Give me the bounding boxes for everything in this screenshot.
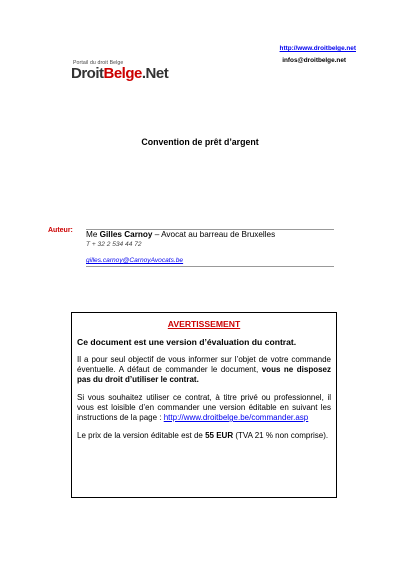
logo-part-net: .Net bbox=[141, 65, 169, 82]
author-block bbox=[86, 229, 275, 267]
warning-lead: Ce document est une version d’évaluation du contrat. bbox=[77, 337, 297, 347]
warning-paragraph-2: Si vous souhaitez utiliser ce contrat, à titre privé ou professionnel, il vous est loisible d’en commander une version éditable en suivant les instructions de la page : http://www.droitbelge.be/commander.asp bbox=[77, 393, 331, 422]
logo-part-belge: Belge bbox=[103, 65, 142, 82]
website-link[interactable]: http://www.droitbelge.net bbox=[279, 45, 356, 52]
warning-title: AVERTISSEMENT bbox=[167, 319, 241, 329]
warning-paragraph-1: Il a pour seul objectif de vous informer sur l’objet de votre commande éventuelle. A défaut de commander le document, vous ne disposez pas du droit d’utiliser le contrat. bbox=[77, 355, 332, 384]
logo-subtitle: Portail du droit Belge bbox=[73, 60, 124, 66]
contact-email: infos@droitbelge.net bbox=[282, 57, 346, 64]
author-bottom-divider bbox=[86, 266, 334, 267]
author-name: Gilles Carnoy bbox=[99, 230, 153, 239]
logo-part-droit: Droit bbox=[71, 65, 104, 82]
author-label: Auteur: bbox=[48, 227, 73, 234]
author-phone: T + 32 2 534 44 72 bbox=[86, 241, 142, 248]
warning-restriction: vous ne disposez pas du droit d’utiliser le contrat. bbox=[77, 365, 332, 384]
warning-paragraph-3: Le prix de la version éditable est de 55 EUR (TVA 21 % non comprise). bbox=[77, 431, 329, 440]
order-link[interactable]: http://www.droitbelge.be/commander.asp bbox=[163, 413, 309, 422]
author-email-link[interactable]: gilles.carnoy@CarnoyAvocats.be bbox=[86, 257, 184, 264]
droitbelge-logo bbox=[71, 60, 168, 81]
logo-wordmark bbox=[71, 66, 168, 81]
author-name-line: Me Gilles Carnoy – Avocat au barreau de Bruxelles bbox=[86, 230, 276, 239]
warning-box bbox=[71, 312, 337, 498]
price-value: 55 EUR bbox=[205, 431, 234, 440]
document-title: Convention de prêt d’argent bbox=[141, 137, 259, 147]
